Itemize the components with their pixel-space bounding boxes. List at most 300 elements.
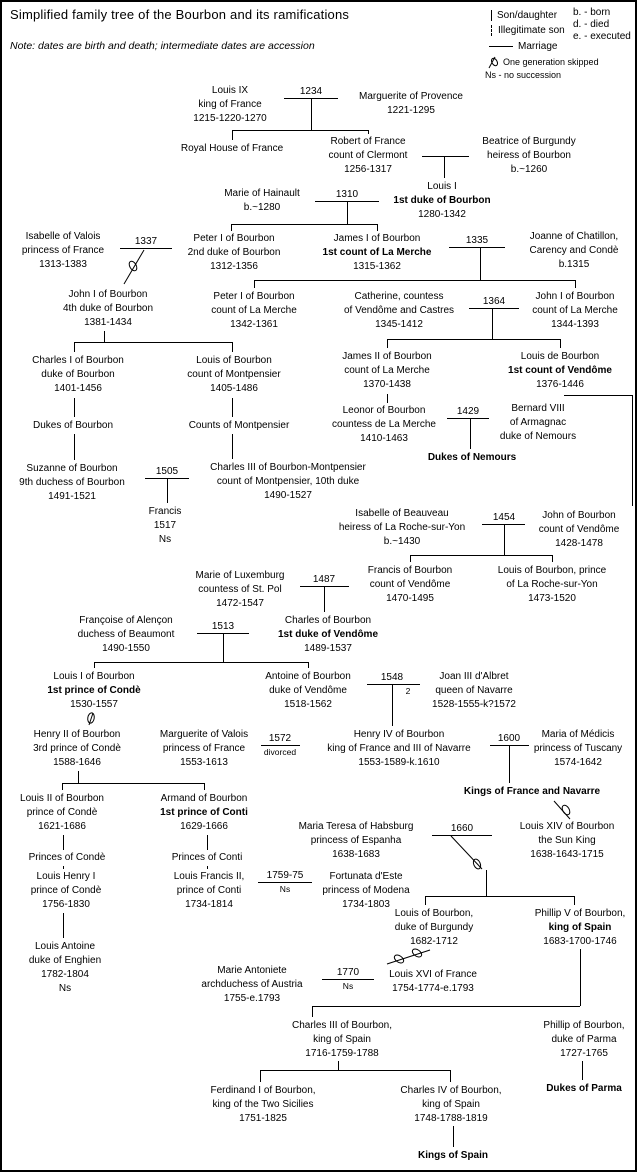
person-text-line: Henry II of Bourbon [33, 729, 121, 740]
tree-edge [74, 398, 75, 417]
person-maria-of-medicis [534, 728, 622, 770]
tree-edge [260, 1070, 450, 1071]
tree-edge [560, 339, 561, 348]
tree-edge [207, 866, 208, 869]
person-joan-iii-albret [432, 670, 516, 712]
person-text-line: Françoise of Alençon [79, 615, 173, 626]
marriage-line [432, 835, 492, 836]
person-francis-of-bourbon-vendome [368, 564, 453, 606]
person-text-line: count of Vendôme [538, 524, 620, 535]
person-louis-1st-count-vendome [508, 350, 612, 392]
person-text-line: 1256-1317 [344, 164, 392, 175]
person-text-line: 1st duke of Bourbon [393, 195, 491, 206]
person-henry-iv [327, 728, 470, 770]
marriage-line [469, 308, 519, 309]
person-text-line: 1517 [153, 520, 177, 531]
person-text-line: count of La Merche [344, 365, 430, 376]
tree-edge [552, 555, 553, 562]
tree-edge [63, 866, 64, 869]
person-kings-of-france-and-navarre [464, 785, 600, 799]
person-text-line: prince of Condè [30, 885, 102, 896]
person-text-line: 1588-1646 [53, 757, 101, 768]
person-text-line: 1st count of Vendôme [508, 365, 612, 376]
person-text-line: 1470-1495 [386, 593, 434, 604]
person-text-line: Louis de Bourbon [520, 351, 600, 362]
person-text-line: Suzanne of Bourbon [26, 463, 118, 474]
person-francis-ns [149, 505, 182, 547]
person-text-line: Robert of France [330, 136, 406, 147]
legend-label: Son/daughter [497, 10, 558, 21]
person-text-line: 1553-1613 [180, 757, 228, 768]
person-text-line: king of Spain [548, 922, 612, 933]
marriage-line [258, 882, 312, 883]
legend-label: Illegitimate son [498, 25, 565, 36]
illegitimate-line-icon [491, 25, 493, 36]
person-john-i-la-merche [532, 290, 618, 332]
person-text-line: 2nd duke of Bourbon [187, 247, 281, 258]
tree-edge [74, 342, 232, 343]
person-charles-1st-duke-vendome [278, 614, 378, 656]
tree-edge [104, 331, 105, 342]
person-text-line: 1528-1555-k?1572 [432, 699, 516, 710]
legend-executed [573, 31, 631, 42]
person-text-line: Phillip V of Bourbon, [534, 908, 626, 919]
person-text-line: Louis I [427, 181, 457, 192]
note-text: Note: dates are birth and death; intermediate dates are accession [10, 40, 315, 52]
tree-edge [574, 896, 575, 905]
person-charles-iv-spain [400, 1084, 501, 1126]
tree-edge [223, 633, 224, 662]
tree-edge [63, 913, 64, 938]
person-james-ii-la-merche [342, 350, 432, 392]
tree-edge [387, 394, 388, 403]
person-text-line: John I of Bourbon [535, 291, 615, 302]
person-text-line: 1518-1562 [284, 699, 332, 710]
person-text-line: Peter I of Bourbon [193, 233, 275, 244]
person-louis-xiv [520, 820, 615, 862]
person-text-line: Louis Henry I [36, 871, 96, 882]
person-text-line: Kings of France and Navarre [463, 786, 601, 797]
legend-label: b. - born [573, 7, 611, 18]
person-text-line: Armand of Bourbon [160, 793, 248, 804]
person-text-line: Charles IV of Bourbon, [400, 1085, 502, 1096]
person-text-line: duke of Enghien [28, 955, 102, 966]
person-text-line: 1221-1295 [387, 105, 435, 116]
page-title: Simplified family tree of the Bourbon and its ramifications [10, 7, 350, 22]
marriage-sublabel: 2 [405, 686, 411, 696]
marriage-line [422, 156, 469, 157]
legend-son-daughter [491, 10, 557, 21]
person-text-line: Charles III of Bourbon-Montpensier [210, 462, 366, 473]
person-text-line: Charles I of Bourbon [32, 355, 124, 366]
person-text-line: Louis of Bourbon, [394, 908, 474, 919]
person-text-line: archduchess of Austria [201, 979, 303, 990]
legend-label: d. - died [573, 19, 610, 30]
tree-edge [62, 783, 204, 784]
person-text-line: count of Montpensier, 10th duke [216, 476, 360, 487]
person-text-line: 1491-1521 [48, 491, 96, 502]
person-text-line: James I of Bourbon [333, 233, 421, 244]
person-louis-xvi [389, 968, 477, 996]
person-princes-of-conti [172, 851, 243, 865]
person-text-line: 1381-1434 [84, 317, 132, 328]
person-text-line: king of France and III of Navarre [327, 743, 471, 754]
person-text-line: duke of Nemours [499, 431, 577, 442]
person-text-line: Beatrice of Burgundy [482, 136, 576, 147]
person-text-line: 1472-1547 [216, 598, 264, 609]
person-text-line: Louis II of Bourbon [20, 793, 104, 804]
tree-edge [74, 434, 75, 460]
marriage-year: 1600 [497, 733, 521, 744]
person-text-line: 1621-1686 [38, 821, 86, 832]
person-text-line: king of the Two Sicilies [212, 1099, 314, 1110]
person-suzanne-of-bourbon [19, 462, 125, 504]
person-text-line: Louis Antoine [34, 941, 96, 952]
person-princes-of-conde [29, 851, 106, 865]
person-robert-of-france [329, 135, 408, 177]
person-text-line: 1473-1520 [528, 593, 576, 604]
legend-died [573, 19, 609, 30]
person-text-line: Louis I of Bourbon [53, 671, 135, 682]
person-text-line: Ferdinand I of Bourbon, [210, 1085, 316, 1096]
tree-edge [254, 280, 255, 288]
person-text-line: countess de La Merche [332, 419, 436, 430]
person-royal-house-of-france [181, 142, 283, 156]
person-text-line: 1st prince of Conti [160, 807, 248, 818]
tree-edge [232, 130, 233, 140]
person-peter-i-la-merche [211, 290, 297, 332]
person-text-line: John of Bourbon [542, 510, 616, 521]
legend-illegitimate-son [491, 25, 565, 36]
marriage-line [322, 979, 374, 980]
person-text-line: duke of Parma [551, 1034, 617, 1045]
tree-edge [94, 662, 308, 663]
marriage-year: 1335 [465, 235, 489, 246]
tree-edge [78, 771, 79, 783]
tree-edge [492, 308, 493, 339]
tree-edge [74, 342, 75, 352]
tree-edge [632, 395, 633, 506]
person-text-line: 1683-1700-1746 [543, 936, 617, 947]
person-henry-ii-conde [33, 728, 121, 770]
marriage-year: 1505 [155, 466, 179, 477]
person-text-line: Francis of Bourbon [367, 565, 453, 576]
person-text-line: Kings of Spain [418, 1150, 488, 1161]
person-louis-ix [193, 84, 266, 126]
legend-born [573, 7, 610, 18]
marriage-year: 1513 [211, 621, 235, 632]
tree-edge [347, 201, 348, 224]
person-text-line: 1st prince of Condè [47, 685, 141, 696]
person-louis-la-roche-sur-yon [498, 564, 606, 606]
tree-edge [410, 555, 411, 562]
person-text-line: Dukes of Nemours [427, 452, 517, 463]
person-text-line: 1682-1712 [410, 936, 458, 947]
person-text-line: Marguerite of Provence [359, 91, 463, 102]
tree-edge [444, 156, 445, 178]
person-text-line: the Sun King [538, 835, 596, 846]
tree-edge [425, 896, 426, 905]
skip-loop-icon [87, 712, 95, 723]
person-marguerite-of-valois [160, 728, 248, 770]
person-text-line: count of Vendôme [369, 579, 451, 590]
tree-edge [231, 224, 232, 231]
person-text-line: Dukes of Parma [546, 1083, 622, 1094]
tree-edge [387, 339, 560, 340]
person-text-line: Carency and Condè [529, 245, 619, 256]
person-text-line: 1629-1666 [180, 821, 228, 832]
person-text-line: princess of Tuscany [533, 743, 623, 754]
person-dukes-of-bourbon [33, 419, 113, 433]
skip-loop-icon [411, 947, 423, 958]
person-text-line: 1342-1361 [230, 319, 278, 330]
person-text-line: duke of Bourbon [41, 369, 115, 380]
tree-edge [260, 1070, 261, 1082]
legend-marriage [489, 41, 557, 52]
person-text-line: queen of Navarre [435, 685, 513, 696]
person-text-line: princess of France [21, 245, 105, 256]
tree-edge [232, 434, 233, 459]
person-text-line: 1315-1362 [353, 261, 401, 272]
son-daughter-line-icon [491, 10, 492, 21]
person-text-line: 3rd prince of Condè [33, 743, 121, 754]
person-louis-antoine-enghien [29, 940, 101, 996]
marriage-year: 1234 [299, 86, 323, 97]
person-text-line: 1716-1759-1788 [305, 1048, 379, 1059]
person-text-line: 1312-1356 [210, 261, 258, 272]
person-text-line: of Armagnac [509, 417, 567, 428]
person-text-line: Royal House of France [180, 143, 284, 154]
person-text-line: 1734-1803 [342, 899, 390, 910]
person-text-line: Louis of Bourbon [196, 355, 272, 366]
person-text-line: Joan III d'Albret [439, 671, 509, 682]
person-ferdinand-i-two-sicilies [210, 1084, 315, 1126]
person-marie-antoniete [201, 964, 302, 1006]
tree-edge [504, 524, 505, 555]
person-louis-montpensier [187, 354, 280, 396]
person-text-line: prince of Condè [26, 807, 98, 818]
legend-label: One generation skipped [503, 56, 599, 67]
tree-edge [575, 280, 576, 288]
marriage-year: 1548 [380, 672, 404, 683]
tree-edge [338, 1061, 339, 1070]
skip-loop-icon [561, 804, 572, 816]
skip-line [451, 836, 482, 869]
person-text-line: 1428-1478 [555, 538, 603, 549]
tree-edge [410, 555, 552, 556]
person-catherine-of-vendome [344, 290, 454, 332]
legend-label: Ns - no succession [485, 70, 562, 80]
marriage-year: 1660 [450, 823, 474, 834]
tree-edge [509, 745, 510, 783]
person-marie-of-luxemburg [196, 569, 285, 611]
marriage-year: 1770 [336, 967, 360, 978]
tree-edge [392, 684, 393, 726]
person-text-line: 1734-1814 [185, 899, 233, 910]
tree-edge [62, 783, 63, 790]
tree-edge [470, 418, 471, 449]
person-text-line: Marguerite of Valois [159, 729, 249, 740]
person-text-line: b.~1260 [510, 164, 548, 175]
person-text-line: count of La Merche [211, 305, 297, 316]
tree-edge [311, 98, 312, 130]
person-text-line: Francis [148, 506, 182, 517]
person-text-line: Charles III of Bourbon, [291, 1020, 393, 1031]
tree-edge [63, 835, 64, 850]
marriage-line [120, 248, 172, 249]
person-francoise-of-alencon [78, 614, 175, 656]
person-marguerite-of-provence [359, 90, 463, 118]
person-text-line: Counts of Montpensier [188, 420, 290, 431]
person-text-line: Peter I of Bourbon [213, 291, 295, 302]
skip-loop-icon [128, 260, 139, 272]
marriage-sublabel: divorced [263, 747, 297, 757]
tree-edge [377, 224, 378, 231]
person-dukes-of-parma [546, 1082, 622, 1096]
person-text-line: Catherine, countess [354, 291, 444, 302]
skip-line [124, 250, 144, 284]
person-text-line: count of Clermont [328, 150, 408, 161]
tree-edge [231, 224, 377, 225]
tree-edge [324, 586, 325, 612]
marriage-year: 1572 [268, 733, 292, 744]
person-text-line: Isabelle of Valois [25, 231, 101, 242]
person-text-line: princess of France [162, 743, 246, 754]
person-text-line: 1215-1220-1270 [193, 113, 267, 124]
person-text-line: 1748-1788-1819 [414, 1113, 488, 1124]
person-text-line: 1370-1438 [363, 379, 411, 390]
person-text-line: 1376-1446 [536, 379, 584, 390]
person-text-line: 1410-1463 [360, 433, 408, 444]
person-text-line: 1638-1643-1715 [530, 849, 604, 860]
person-dukes-of-nemours [428, 451, 516, 465]
tree-edge [450, 1070, 451, 1082]
legend-label: e. - executed [573, 31, 631, 42]
person-text-line: 1280-1342 [418, 209, 466, 220]
person-text-line: Isabelle of Beauveau [355, 508, 449, 519]
person-text-line: heiress of Bourbon [487, 150, 571, 161]
person-louis-henry-i-conde [31, 870, 102, 912]
tree-edge [582, 1061, 583, 1080]
person-text-line: 1405-1486 [210, 383, 258, 394]
person-text-line: John I of Bourbon [68, 289, 148, 300]
person-text-line: Louis of Bourbon, prince [497, 565, 607, 576]
person-text-line: Henry IV of Bourbon [353, 729, 445, 740]
person-text-line: duke of Burgundy [394, 922, 474, 933]
person-phillip-of-parma [543, 1019, 624, 1061]
tree-edge [232, 398, 233, 417]
person-text-line: Bernard VIII [511, 403, 565, 414]
marriage-line-icon [489, 46, 513, 47]
person-text-line: 1756-1830 [42, 899, 90, 910]
tree-edge [308, 662, 309, 668]
person-text-line: Maria Teresa of Habsburg [298, 821, 414, 832]
tree-edge [312, 1006, 313, 1017]
person-text-line: 1638-1683 [332, 849, 380, 860]
person-text-line: 1490-1527 [264, 490, 312, 501]
person-text-line: heiress of La Roche-sur-Yon [338, 522, 466, 533]
marriage-year: 1364 [482, 296, 506, 307]
skip-line [554, 801, 570, 819]
tree-edge [453, 1126, 454, 1147]
tree-edge [580, 949, 581, 1006]
tree-edge [207, 835, 208, 850]
person-isabelle-of-beauveau [339, 507, 465, 549]
person-louis-francis-ii-conti [174, 870, 245, 912]
tree-edge [167, 478, 168, 503]
person-text-line: Louis XIV of Bourbon [519, 821, 615, 832]
marriage-year: 1759-75 [266, 870, 304, 881]
person-text-line: king of Spain [313, 1034, 371, 1045]
person-text-line: of La Roche-sur-Yon [506, 579, 598, 590]
person-text-line: duchess of Beaumont [77, 629, 175, 640]
tree-edge [232, 342, 233, 352]
person-counts-of-montpensier [189, 419, 290, 433]
person-text-line: 4th duke of Bourbon [62, 303, 154, 314]
person-text-line: princess of Modena [322, 885, 410, 896]
person-text-line: 1754-1774-e.1793 [392, 983, 474, 994]
person-text-line: 1313-1383 [39, 259, 87, 270]
person-text-line: Fortunata d'Este [329, 871, 403, 882]
marriage-year: 1454 [492, 512, 516, 523]
person-john-i-4th-duke [63, 288, 153, 330]
person-john-of-bourbon-vendome [539, 509, 620, 551]
person-beatrice-of-burgundy [482, 135, 575, 177]
person-joanne-of-chatillon [530, 230, 619, 272]
person-text-line: Phillip of Bourbon, [543, 1020, 625, 1031]
tree-edge [232, 130, 368, 131]
person-text-line: 1755-e.1793 [223, 993, 281, 1004]
person-text-line: of Vendôme and Castres [343, 305, 455, 316]
person-text-line: 1345-1412 [375, 319, 423, 330]
tree-edge [94, 662, 95, 668]
person-marie-of-hainault [224, 187, 300, 215]
person-text-line: 1344-1393 [551, 319, 599, 330]
marriage-year: 1310 [335, 189, 359, 200]
person-leonor-of-bourbon [332, 404, 436, 446]
person-text-line: b.1315 [558, 259, 590, 270]
person-louis-i-duke-of-bourbon [393, 180, 490, 222]
tree-edge [480, 247, 481, 280]
person-text-line: Dukes of Bourbon [32, 420, 114, 431]
person-text-line: 1751-1825 [239, 1113, 287, 1124]
person-louis-of-burgundy [395, 907, 473, 949]
person-text-line: Leonor of Bourbon [342, 405, 426, 416]
person-text-line: Maria of Médicis [541, 729, 615, 740]
marriage-line [367, 684, 420, 685]
tree-edge [254, 280, 575, 281]
person-text-line: Marie Antoniete [217, 965, 287, 976]
skip-loop-icon [393, 953, 405, 964]
person-isabelle-of-valois [22, 230, 104, 272]
marriage-year: 1429 [456, 406, 480, 417]
person-text-line: b.~1430 [383, 536, 421, 547]
person-peter-i-2nd-duke [188, 232, 281, 274]
person-maria-teresa-habsburg [299, 820, 414, 862]
person-text-line: duke of Vendôme [269, 685, 347, 696]
tree-edge [564, 395, 632, 396]
marriage-year: 1337 [134, 236, 158, 247]
person-text-line: countess of St. Pol [198, 584, 282, 595]
person-phillip-v-spain [535, 907, 626, 949]
person-text-line: James II of Bourbon [342, 351, 432, 362]
marriage-year: 1487 [312, 574, 336, 585]
person-text-line: 1727-1765 [560, 1048, 608, 1059]
tree-edge [204, 783, 205, 790]
person-text-line: count of La Merche [532, 305, 618, 316]
generation-skip-icon [487, 54, 498, 69]
person-text-line: 1574-1642 [554, 757, 602, 768]
